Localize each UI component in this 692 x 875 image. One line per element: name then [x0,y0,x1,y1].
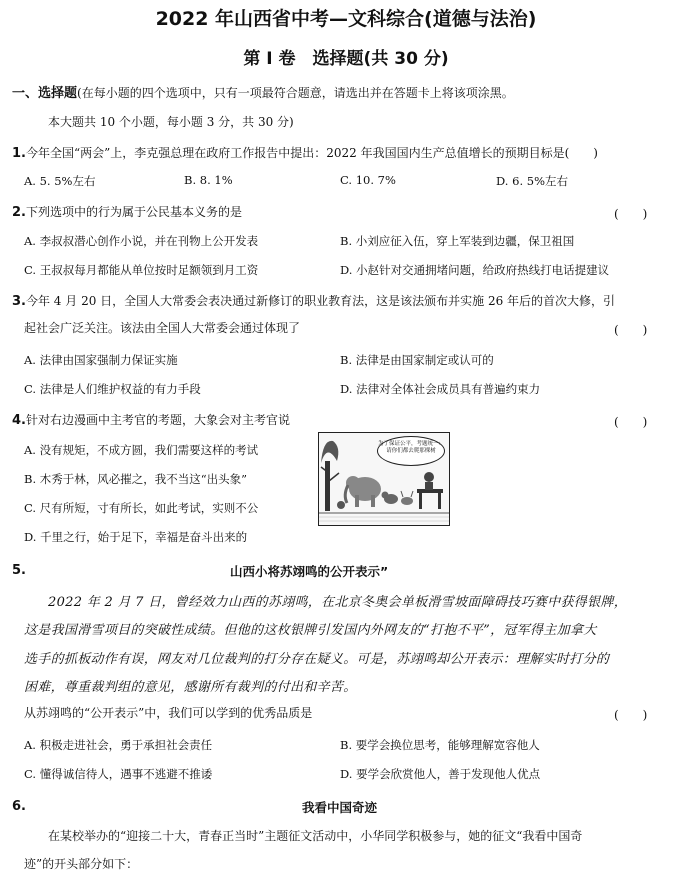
option-a: A. 李叔叔潜心创作小说，并在刊物上公开发表 [24,234,259,248]
option-b: B. 木秀于林，风必摧之，我不当这“出头象” [24,472,248,486]
question-number: 4. [12,413,26,428]
answer-paren: ( ) [614,207,648,221]
question-number: 1. [12,146,26,161]
section-subtitle: 第 I 卷 选择题(共 30 分) [243,49,449,69]
question-4 [12,413,290,428]
option-b: B. 小刘应征入伍，穿上军装到边疆，保卫祖国 [340,234,575,248]
option-b: B. 8. 1% [184,173,233,187]
question-number: 3. [12,294,26,309]
instruction-text: (在每小题的四个选项中，只有一项最符合题意，请选出并在答题卡上将该项涂黑。 [77,86,514,100]
q6-para-line1: 在某校举办的“迎接二十大，青春正当时”主题征文活动中，小华同学积极参与，她的征文“我看中国奇 [48,829,583,843]
q5-para-line4: 困难，尊重裁判组的意见，感谢所有裁判的付出和辛苦。 [24,680,357,695]
option-a: A. 积极走进社会，勇于承担社会责任 [24,738,213,752]
answer-paren: ( ) [614,323,648,337]
option-c: C. 法律是人们维护权益的有力手段 [24,382,201,396]
q5-para-line1: 2022 年 2 月 7 日，曾经效力山西的苏翊鸣，在北京冬奥会单板滑雪坡面障碍技巧赛中获得银牌， [48,595,627,610]
option-c: C. 尺有所短，寸有所长，如此考试，实则不公 [24,501,259,515]
option-a: A. 法律由国家强制力保证实施 [24,353,178,367]
question-number: 5. [12,563,26,578]
option-c: C. 王叔叔每月都能从单位按时足额领到月工资 [24,263,259,277]
answer-paren: ( ) [614,708,648,722]
speech-bubble: 为了保证公平，考题统一：请你们都去爬那棵树 [377,436,445,466]
option-d: D. 千里之行，始于足下，幸福是奋斗出来的 [24,530,248,544]
question-stem: 今年 4 月 20 日，全国人大常委会表决通过新修订的职业教育法，这是该法颁布并实施 26 年后的首次大修，引 [25,294,616,308]
cartoon-image [318,432,450,526]
q6-para-line2: 迹”的开头部分如下： [24,857,139,871]
question-stem: 下列选项中的行为属于公民基本义务的是 [25,205,242,219]
option-d: D. 法律对全体社会成员具有普遍约束力 [340,382,541,396]
instruction-note: 本大题共 10 个小题，每小题 3 分，共 30 分) [48,115,294,129]
question-1 [12,146,598,161]
q5-heading: 山西小将苏翊鸣的公开表示” [230,564,389,579]
question-2 [12,205,242,220]
option-d: D. 要学会欣赏他人，善于发现他人优点 [340,767,541,781]
option-d: D. 小赵针对交通拥堵问题，给政府热线打电话提建议 [340,263,610,277]
q5-para-line3: 选手的抓板动作有误，网友对几位裁判的打分存在疑义。可是，苏翊鸣却公开表示：理解实时打分的 [24,652,610,667]
question-stem: 今年全国“两会”上，李克强总理在政府工作报告中提出：2022 年我国国内生产总值增长的预期目标是( ) [25,146,598,160]
option-a: A. 5. 5%左右 [24,174,96,188]
option-c: C. 懂得诚信待人，遇事不逃避不推诿 [24,767,213,781]
option-b: B. 法律是由国家制定或认可的 [340,353,494,367]
section-instruction [12,86,514,101]
section-label: 一、选择题 [12,86,78,101]
q5-para-line2: 这是我国滑雪项目的突破性成绩。但他的这枚银牌引发国内外网友的“打抱不平”，冠军得主加拿大 [24,623,597,638]
option-a: A. 没有规矩，不成方圆，我们需要这样的考试 [24,443,259,457]
option-d: D. 6. 5%左右 [496,174,568,188]
q5-question: 从苏翊鸣的“公开表示”中，我们可以学到的优秀品质是 [24,706,313,720]
answer-paren: ( ) [614,415,648,429]
option-c: C. 10. 7% [340,173,396,187]
question-number: 2. [12,205,26,220]
question-3 [12,294,615,309]
question-number: 6. [12,799,26,814]
q6-heading: 我看中国奇迹 [302,800,378,815]
page-title: 2022 年山西省中考—文科综合(道德与法治) [155,8,537,30]
cartoon-drawing [319,433,449,525]
option-b: B. 要学会换位思考，能够理解宽容他人 [340,738,540,752]
question-stem-cont: 起社会广泛关注。该法由全国人大常委会通过体现了 [24,321,301,335]
question-stem: 针对右边漫画中主考官的考题，大象会对主考官说 [25,413,290,427]
